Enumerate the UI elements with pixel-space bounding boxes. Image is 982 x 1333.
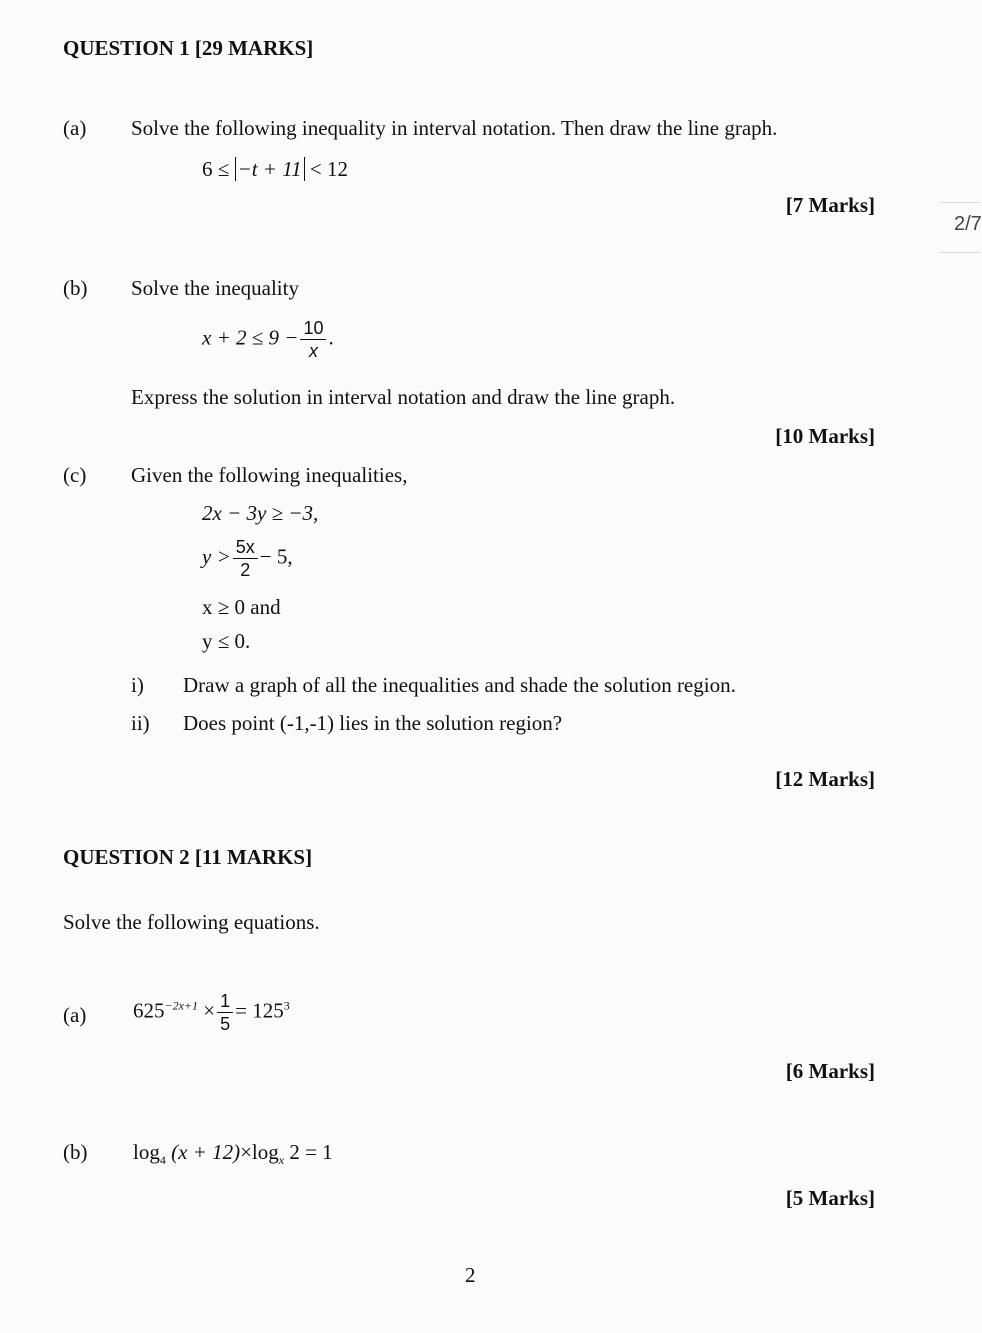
q1b-marks: [10 Marks] bbox=[775, 424, 875, 448]
q2-intro: Solve the following equations. bbox=[63, 910, 320, 934]
q1b-expr-end: . bbox=[328, 325, 334, 350]
q2a-numerator: 1 bbox=[217, 990, 233, 1013]
question-2-heading: QUESTION 2 [11 MARKS] bbox=[63, 845, 313, 869]
q1b-fraction-denominator: x bbox=[308, 341, 318, 361]
q2b-arg1: (x + 12) bbox=[171, 1140, 241, 1164]
q1a-text: Solve the following inequality in interval notation. Then draw the line graph. bbox=[131, 116, 778, 140]
q1c-ineq2-denominator: 2 bbox=[240, 560, 251, 580]
q1c-inequality-1: 2x − 3y ≥ −3, bbox=[202, 501, 319, 525]
q1c-ineq2-lhs: y > bbox=[202, 544, 231, 569]
q1b-text: Solve the inequality bbox=[131, 276, 299, 300]
q2a-denominator: 5 bbox=[220, 1014, 231, 1034]
question-1-heading: QUESTION 1 [29 MARKS] bbox=[63, 36, 314, 60]
q2a-rhs: = 125 bbox=[235, 998, 284, 1023]
q1c-i-label: i) bbox=[131, 673, 144, 697]
q1a-label: (a) bbox=[63, 116, 87, 140]
q1c-ineq2-numerator: 5x bbox=[233, 536, 258, 559]
q1a-expr-lhs: 6 ≤ bbox=[202, 157, 235, 181]
q2b-rest: 2 = 1 bbox=[289, 1140, 333, 1164]
q1c-ii-label: ii) bbox=[131, 711, 150, 735]
q2b-times: × bbox=[240, 1140, 252, 1164]
page-indicator: 2/7 bbox=[954, 213, 982, 235]
q2b-marks: [5 Marks] bbox=[785, 1186, 875, 1210]
q2a-exponent: −2x+1 bbox=[164, 998, 199, 1013]
q1c-inequality-2 bbox=[202, 536, 293, 581]
q1c-ii-text: Does point (-1,-1) lies in the solution region? bbox=[183, 711, 563, 735]
q2b-log1: log bbox=[133, 1140, 160, 1164]
q1c-ineq2-rhs: − 5, bbox=[259, 544, 293, 569]
q2a-marks: [6 Marks] bbox=[785, 1059, 875, 1083]
q1c-inequality-3: x ≥ 0 and bbox=[202, 595, 281, 619]
q1b-expr-lhs: x + 2 ≤ 9 − bbox=[202, 325, 299, 350]
q2b-label: (b) bbox=[63, 1140, 88, 1164]
q1c-ineq2-fraction bbox=[233, 536, 258, 581]
page-number: 2 bbox=[465, 1263, 476, 1287]
page-indicator-divider-top bbox=[940, 202, 980, 203]
q2b-log2-base: x bbox=[278, 1153, 285, 1168]
q1c-i-text: Draw a graph of all the inequalities and shade the solution region. bbox=[183, 673, 736, 697]
q1b-fraction-numerator: 10 bbox=[300, 317, 326, 340]
q2a-base: 625 bbox=[133, 998, 165, 1023]
q2b-log2: log bbox=[251, 1140, 279, 1164]
q1c-inequality-4: y ≤ 0. bbox=[202, 629, 251, 653]
q1b-fraction bbox=[300, 317, 326, 362]
q1a-marks: [7 Marks] bbox=[785, 193, 875, 217]
q2b-equation bbox=[133, 1140, 333, 1168]
q1b-expression bbox=[202, 317, 334, 362]
q2b-log1-base: 4 bbox=[159, 1153, 166, 1168]
q2a-fraction bbox=[217, 990, 233, 1035]
q1a-expression bbox=[202, 157, 348, 182]
q1b-text2: Express the solution in interval notation and draw the line graph. bbox=[131, 385, 676, 409]
q1a-expr-rhs: < 12 bbox=[304, 157, 348, 181]
q1c-marks: [12 Marks] bbox=[775, 767, 875, 791]
q1b-label: (b) bbox=[63, 276, 88, 300]
q1a-expr-abs: −t + 11 bbox=[235, 157, 305, 181]
q1c-text: Given the following inequalities, bbox=[131, 463, 408, 487]
q2a-rhs-exponent: 3 bbox=[283, 998, 290, 1013]
q2a-label: (a) bbox=[63, 1003, 87, 1027]
q1c-label: (c) bbox=[63, 463, 87, 487]
q2a-times: × bbox=[203, 998, 216, 1023]
page-indicator-divider-bottom bbox=[940, 252, 980, 253]
q2a-equation bbox=[133, 990, 290, 1035]
